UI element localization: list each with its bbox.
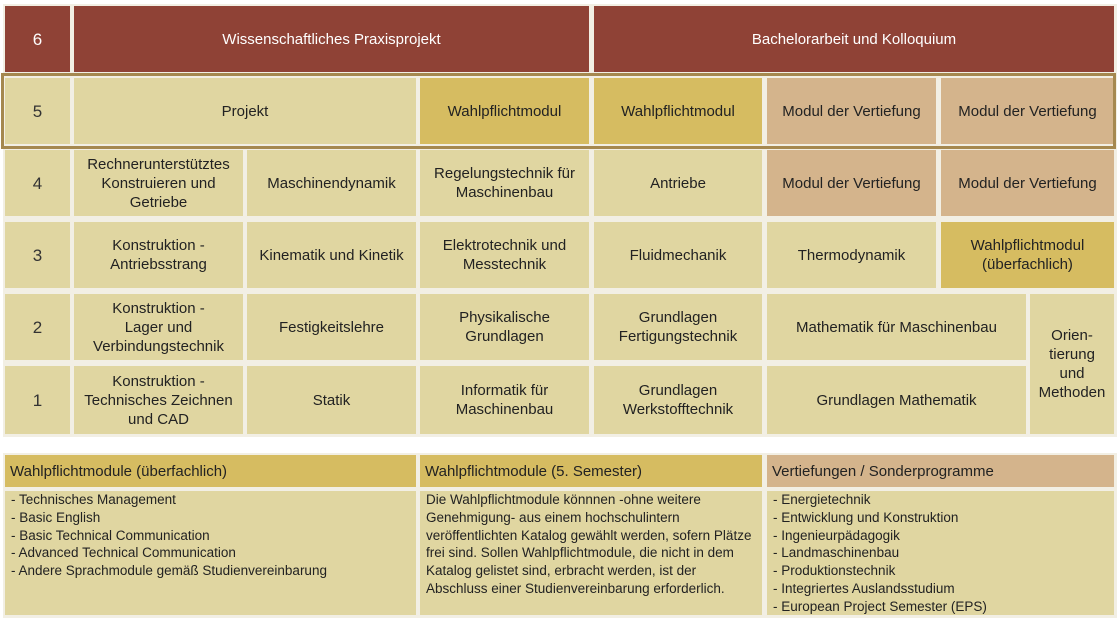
module-elektrotechnik: Elektrotechnik und Messtechnik [420,222,589,288]
list-item: - Integriertes Auslandsstudium [773,580,1108,598]
list-item: - Basic Technical Communication [11,527,410,545]
list-item: - Produktionstechnik [773,562,1108,580]
list-item: - Energietechnik [773,491,1108,509]
list-item: - Landmaschinenbau [773,544,1108,562]
module-praxisprojekt: Wissenschaftliches Praxisprojekt [74,6,589,72]
semester-label-5: 5 [5,78,70,144]
list-item: - European Project Semester (EPS) [773,598,1108,616]
module-festigkeitslehre: Festigkeitslehre [247,294,416,360]
module-antriebsstrang: Konstruktion - Antriebsstrang [74,222,243,288]
module-lager-verbindungstechnik: Konstruktion - Lager und Verbindungstechnik [74,294,243,360]
module-kinematik: Kinematik und Kinetik [247,222,416,288]
module-cad-konstruieren: Rechnerunterstütztes Konstruieren und Getriebe [74,150,243,216]
module-statik: Statik [247,366,416,434]
legend-body-vertiefungen [767,491,1114,615]
legend-text-semester5: Die Wahlpflichtmodule könnnen -ohne weitere Genehmigung- aus einem hochschulintern veröffentlichten Katalog gewählt werden, sofern Plätze frei sind. Sollen Wahlpflichtmodule, die nicht in dem Katalog gelistet sind, erbracht werden, ist der Abschluss einer Studienvereinbarung erforderlich. [426,492,752,596]
module-antriebe: Antriebe [594,150,762,216]
module-physik: Physikalische Grundlagen [420,294,589,360]
module-vertiefung-5b: Modul der Vertiefung [941,78,1114,144]
list-item: - Advanced Technical Communication [11,544,410,562]
module-wahlpflicht-ueberfachlich: Wahlpflichtmodul (überfachlich) [941,222,1114,288]
legend-body-ueberfachlich [5,491,416,615]
list-item: - Technisches Management [11,491,410,509]
semester-label-1: 1 [5,366,70,434]
module-fertigungstechnik: Grundlagen Fertigungstechnik [594,294,762,360]
module-technisches-zeichnen: Konstruktion - Technisches Zeichnen und CAD [74,366,243,434]
module-vertiefung-5a: Modul der Vertiefung [767,78,936,144]
list-item: - Basic English [11,509,410,527]
list-item: - Entwicklung und Konstruktion [773,509,1108,527]
module-mathe-maschinenbau: Mathematik für Maschinenbau [767,294,1026,360]
semester-label-2: 2 [5,294,70,360]
list-item: - Ingenieurpädagogik [773,527,1108,545]
module-projekt: Projekt [74,78,416,144]
module-regelungstechnik: Regelungstechnik für Maschinenbau [420,150,589,216]
module-fluidmechanik: Fluidmechanik [594,222,762,288]
module-maschinendynamik: Maschinendynamik [247,150,416,216]
semester-label-3: 3 [5,222,70,288]
legend-header-vertiefungen: Vertiefungen / Sonderprogramme [767,455,1114,487]
module-informatik: Informatik für Maschinenbau [420,366,589,434]
module-vertiefung-4a: Modul der Vertiefung [767,150,936,216]
module-orientierung: Orien- tierung und Methoden [1030,294,1114,434]
module-wahlpflicht-5a: Wahlpflichtmodul [420,78,589,144]
legend-header-ueberfachlich: Wahlpflichtmodule (überfachlich) [5,455,416,487]
module-thermodynamik: Thermodynamik [767,222,936,288]
legend-body-semester5 [420,491,762,615]
module-grundlagen-mathe: Grundlagen Mathematik [767,366,1026,434]
semester-label-4: 4 [5,150,70,216]
semester-label-6: 6 [5,6,70,72]
module-werkstofftechnik: Grundlagen Werkstofftechnik [594,366,762,434]
list-item: - Andere Sprachmodule gemäß Studienvereinbarung [11,562,410,580]
module-bachelorarbeit: Bachelorarbeit und Kolloquium [594,6,1114,72]
legend-header-semester5: Wahlpflichtmodule (5. Semester) [420,455,762,487]
module-vertiefung-4b: Modul der Vertiefung [941,150,1114,216]
module-wahlpflicht-5b: Wahlpflichtmodul [594,78,762,144]
